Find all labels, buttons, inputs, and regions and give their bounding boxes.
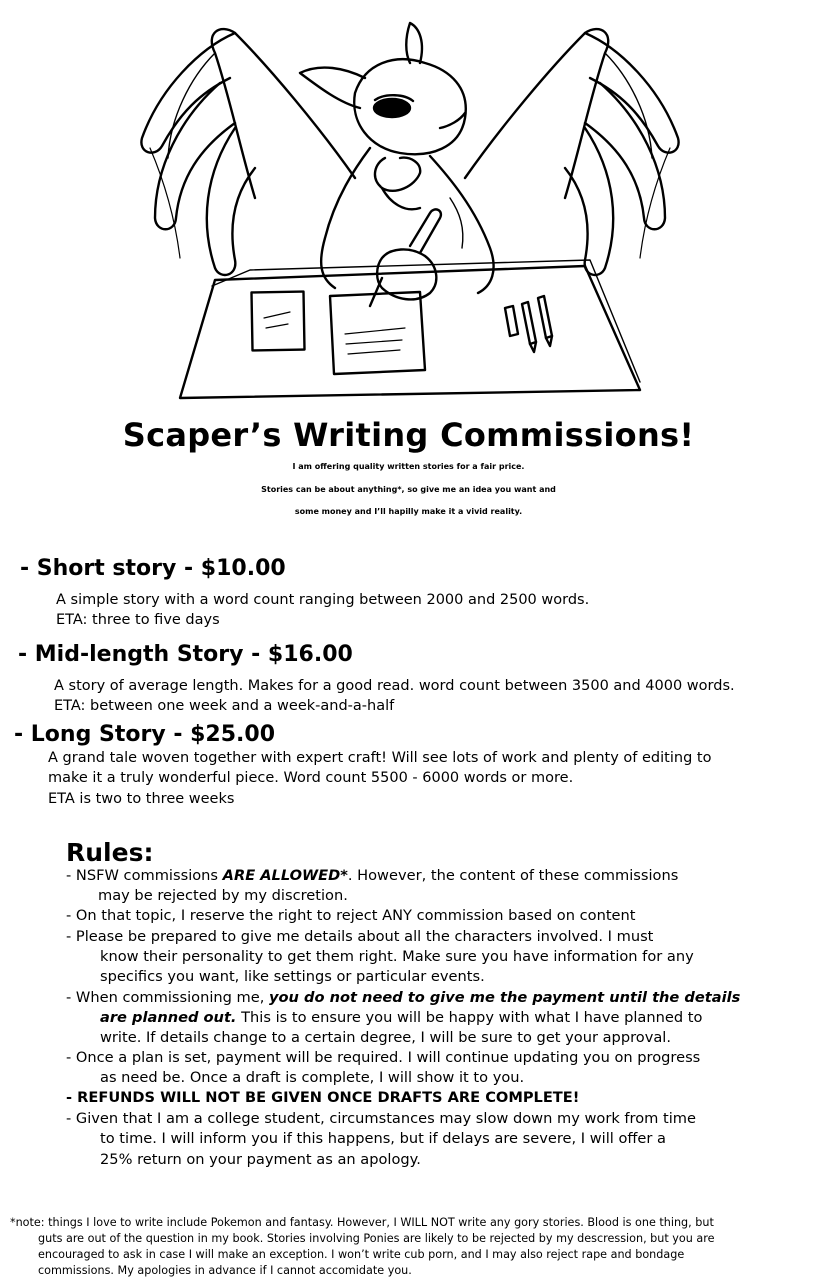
creature-head [300,23,466,154]
footnote-line-3: encouraged to ask in case I will make an exception. I won’t write cub porn, and I may also reject rape and bondage [38,1248,685,1261]
intro-line-2: Stories can be about anything*, so give me an idea you want and [261,485,556,494]
footnote-line-1: *note: things I love to write include Pokemon and fantasy. However, I WILL NOT write any gory stories. Blood is one thing, but [10,1216,714,1229]
rule-4-continued-1 [100,1009,702,1026]
rule-4-continued-2: write. If details change to a certain degree, I will be sure to get your approval. [100,1029,671,1046]
rule-1-text: - NSFW commissions [66,867,223,884]
right-wing [465,29,679,275]
tier-mid-heading: - Mid-length Story - $16.00 [18,642,353,667]
intro-line-1: I am offering quality written stories for a fair price. [292,462,525,471]
rules-heading: Rules: [66,838,154,867]
rule-3-continued-1: know their personality to get them right. Make sure you have information for any [100,948,694,965]
rule-1-text-cont: . However, the content of these commissions [347,867,679,884]
rule-4-text-cont: This is to ensure you will be happy with what I have planned to [236,1009,703,1026]
tier-mid-description: A story of average length. Makes for a good read. word count between 3500 and 4000 words. [54,678,735,694]
rule-7-continued-2: 25% return on your payment as an apology. [100,1151,421,1168]
tier-mid-eta: ETA: between one week and a week-and-a-half [54,698,395,714]
footnote-line-2: guts are out of the question in my book. Stories involving Ponies are likely to be rejected by my descression, but you are [38,1232,715,1245]
tier-long-eta: ETA is two to three weeks [48,791,235,807]
rule-4-text: - When commissioning me, [66,989,270,1006]
rule-4-emphasis-cont: are planned out. [100,1009,237,1026]
rule-4 [66,989,740,1006]
tier-long-description-2: make it a truly wonderful piece. Word count 5500 - 6000 words or more. [48,770,574,786]
desk-items [505,296,552,352]
dragon-writer-illustration [120,8,700,408]
tier-short-description: A simple story with a word count ranging between 2000 and 2500 words. [56,592,590,608]
tier-long-heading: - Long Story - $25.00 [14,722,276,747]
rule-1-emphasis: ARE ALLOWED* [222,867,348,884]
page-title: Scaper’s Writing Commissions! [122,416,695,454]
intro-line-3: some money and I’ll hapilly make it a vivid reality. [294,507,523,516]
rule-4-emphasis: you do not need to give me the payment until the details [269,989,741,1006]
rule-5: - Once a plan is set, payment will be required. I will continue updating you on progress [66,1049,701,1066]
rule-1-continued: may be rejected by my discretion. [98,887,348,904]
rule-2: - On that topic, I reserve the right to reject ANY commission based on content [66,907,636,924]
rule-7-continued-1: to time. I will inform you if this happens, but if delays are severe, I will offer a [100,1130,666,1147]
tier-short-heading: - Short story - $10.00 [20,556,286,581]
footnote-line-4: commissions. My apologies in advance if I cannot accomidate you. [38,1264,412,1277]
rule-6-refund-warning: - REFUNDS WILL NOT BE GIVEN ONCE DRAFTS ARE COMPLETE! [66,1089,580,1106]
rule-5-continued: as need be. Once a draft is complete, I will show it to you. [100,1069,525,1086]
desk [180,260,640,398]
rule-7: - Given that I am a college student, circumstances may slow down my work from time [66,1110,696,1127]
tier-long-description-1: A grand tale woven together with expert craft! Will see lots of work and plenty of editing to [48,750,712,766]
rule-3: - Please be prepared to give me details about all the characters involved. I must [66,928,654,945]
tier-short-eta: ETA: three to five days [56,612,220,628]
rule-3-continued-2: specifics you want, like settings or particular events. [100,968,485,985]
left-wing [141,29,355,275]
rule-1 [66,867,678,884]
